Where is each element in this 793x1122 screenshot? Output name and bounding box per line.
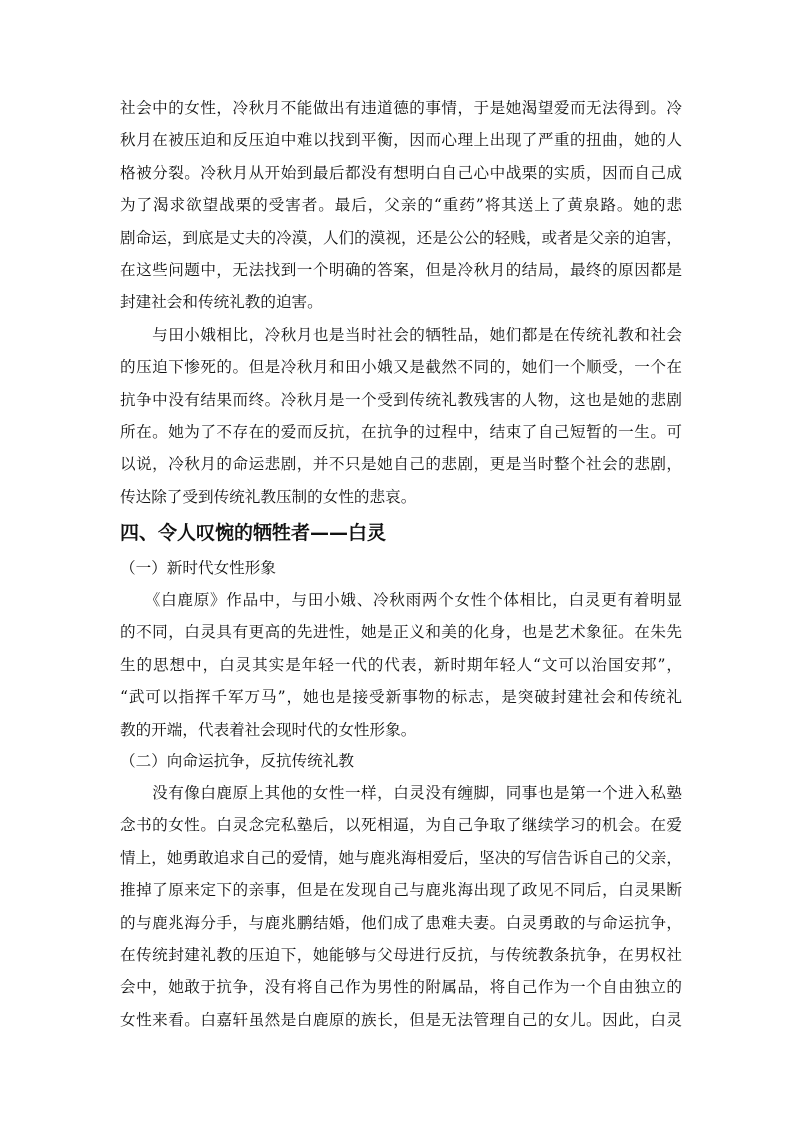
text-line: 为了渴求欲望战栗的受害者。最后，父亲的“重药”将其送上了黄泉路。她的悲 xyxy=(120,196,682,215)
text-line: 会中，她敢于抗争，没有将自己作为男性的附属品，将自己作为一个自由独立的 xyxy=(120,978,682,997)
text-line: 格被分裂。冷秋月从开始到最后都没有想明白自己心中战栗的实质，因而自己成 xyxy=(120,163,682,182)
subsection-title-2: （二）向命运抗争，反抗传统礼教 xyxy=(120,752,354,771)
text-line: 传达除了受到传统礼教压制的女性的悲哀。 xyxy=(120,487,417,506)
document-page xyxy=(120,92,682,1036)
text-line: 情上，她勇敢追求自己的爱情，她与鹿兆海相爱后，坚决的写信告诉自己的父亲， xyxy=(120,848,682,867)
text-line: 封建社会和传统礼教的迫害。 xyxy=(120,293,323,312)
text-line: “武可以指挥千军万马”，她也是接受新事物的标志，是突破封建社会和传统礼 xyxy=(120,688,682,707)
text-line: 生的思想中，白灵其实是年轻一代的代表，新时期年轻人“文可以治国安邦”， xyxy=(120,655,682,674)
text-line: 教的开端，代表着社会现时代的女性形象。 xyxy=(120,720,417,739)
subsection-title-1: （一）新时代女性形象 xyxy=(120,559,276,578)
text-line: 的与鹿兆海分手，与鹿兆鹏结婚，他们成了患难夫妻。白灵勇敢的与命运抗争， xyxy=(120,913,682,932)
text-line: 推掉了原来定下的亲事，但是在发现自己与鹿兆海出现了政见不同后，白灵果断 xyxy=(120,881,682,900)
text-line: 与田小娥相比，冷秋月也是当时社会的牺牲品，她们都是在传统礼教和社会 xyxy=(120,325,682,344)
text-line: 在传统封建礼教的压迫下，她能够与父母进行反抗，与传统教条抗争，在男权社 xyxy=(120,945,682,964)
text-line: 所在。她为了不存在的爱而反抗，在抗争的过程中，结束了自己短暂的一生。可 xyxy=(120,422,682,441)
text-line: 没有像白鹿原上其他的女性一样，白灵没有缠脚，同事也是第一个进入私塾 xyxy=(120,784,682,803)
text-line: 秋月在被压迫和反压迫中难以找到平衡，因而心理上出现了严重的扭曲，她的人 xyxy=(120,131,682,150)
paragraph-1 xyxy=(120,92,682,319)
text-line: 社会中的女性，冷秋月不能做出有违道德的事情，于是她渴望爱而无法得到。冷 xyxy=(120,99,682,117)
text-line: 的不同，白灵具有更高的先进性，她是正义和美的化身，也是艺术象征。在朱先 xyxy=(120,623,682,642)
paragraph-2 xyxy=(120,319,682,513)
text-line: 以说，冷秋月的命运悲剧，并不只是她自己的悲剧，更是当时整个社会的悲剧， xyxy=(120,455,682,474)
text-line: 女性来看。白嘉轩虽然是白鹿原的族长，但是无法管理自己的女儿。因此，白灵 xyxy=(120,1010,682,1029)
text-line: 《白鹿原》作品中，与田小娥、冷秋雨两个女性个体相比，白灵更有着明显 xyxy=(120,591,682,610)
section-heading: 四、令人叹惋的牺牲者——白灵 xyxy=(120,522,387,545)
text-line: 念书的女性。白灵念完私塾后，以死相逼，为自己争取了继续学习的机会。在爱 xyxy=(120,816,682,835)
paragraph-4 xyxy=(120,777,682,1036)
text-line: 剧命运，到底是丈夫的冷漠，人们的漠视，还是公公的轻贱，或者是父亲的迫害， xyxy=(120,228,682,247)
paragraph-3 xyxy=(120,584,682,746)
text-line: 抗争中没有结果而终。冷秋月是一个受到传统礼教残害的人物，这也是她的悲剧 xyxy=(120,390,682,409)
text-line: 在这些问题中，无法找到一个明确的答案，但是冷秋月的结局，最终的原因都是 xyxy=(120,260,682,279)
text-line: 的压迫下惨死的。但是冷秋月和田小娥又是截然不同的，她们一个顺受，一个在 xyxy=(120,358,682,377)
